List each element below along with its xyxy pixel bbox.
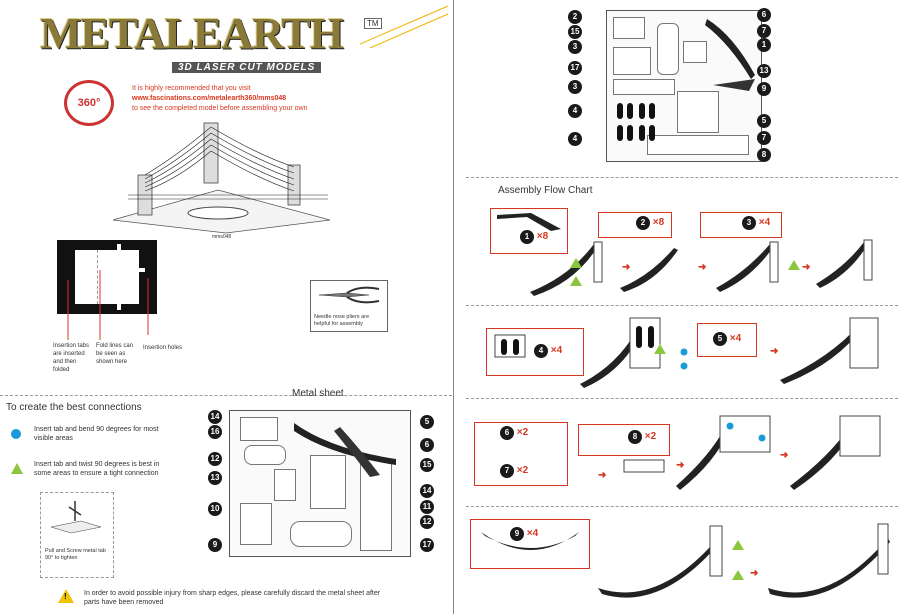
metal-sheet-heading: Metal sheet <box>292 388 344 399</box>
step2-arrow: ➜ <box>770 346 779 357</box>
trademark-mark: TM <box>364 18 382 29</box>
intro-line-3: to see the completed model before assembling your own <box>132 105 308 112</box>
tab-twist-illustration <box>41 493 113 543</box>
pliers-note-text: Needle nose pliers are helpful for assembly <box>314 314 370 327</box>
part-number: 14 <box>208 410 222 424</box>
step4-arrow: ➜ <box>750 568 759 579</box>
part-number: 11 <box>420 500 434 514</box>
warning-icon: ! <box>58 589 74 608</box>
step3-arrow: ➜ <box>780 450 789 461</box>
cable-parts-drawing <box>703 15 759 95</box>
part-number: 1 <box>757 38 771 52</box>
part-number: 14 <box>420 484 434 498</box>
part-outline <box>613 79 675 95</box>
step4-assembly-drawing <box>598 518 894 612</box>
part-number: 5 <box>757 114 771 128</box>
step4-qty-1: 9 ×4 <box>510 527 538 541</box>
step3-arrow: ➜ <box>598 470 607 481</box>
step1-arrow: ➜ <box>698 262 707 273</box>
step1-qty-2: 2 ×8 <box>636 216 664 230</box>
part-outline <box>244 445 286 465</box>
screw-note-text: Pull and Screw metal tab 90° to tighten <box>45 548 106 561</box>
part-number: 2 <box>568 10 582 24</box>
screw-tab-box <box>40 492 114 578</box>
part-number: 7 <box>757 24 771 38</box>
intro-line-1: It is highly recommended that you visit <box>132 85 251 92</box>
insertion-tabs-label: Insertion tabs are inserted and then folded <box>53 343 90 373</box>
part-number: 7 <box>757 131 771 145</box>
step1-qty-1: 1 ×8 <box>520 230 548 244</box>
part-number: 12 <box>420 515 434 529</box>
part-number: 15 <box>420 458 434 472</box>
part-outline <box>613 17 645 39</box>
intro-url-link[interactable]: www.fascinations.com/metalearth360/mms048 <box>132 95 287 102</box>
step1-arrow: ➜ <box>622 262 631 273</box>
step1-qty-3: 3 ×4 <box>742 216 770 230</box>
part-number: 9 <box>208 538 222 552</box>
part-outline <box>677 91 719 133</box>
part-number: 4 <box>568 104 582 118</box>
diagram-leader-lines <box>60 270 160 340</box>
completed-model-illustration <box>108 115 333 235</box>
part-number: 12 <box>208 452 222 466</box>
section-divider <box>466 177 898 178</box>
tower-parts-drawing <box>613 99 673 149</box>
tab-notch <box>117 244 121 252</box>
blue-tip-text: Insert tab and bend 90 degrees for most visible areas <box>34 426 159 442</box>
part-number: 3 <box>568 80 582 94</box>
intro-text <box>132 84 308 114</box>
part-outline <box>240 503 272 545</box>
metal-sheet-right <box>606 10 762 162</box>
step2-qty-1: 4 ×4 <box>534 344 562 358</box>
step1-arrow: ➜ <box>802 262 811 273</box>
step1-assembly-drawing <box>530 236 890 298</box>
connections-heading: To create the best connections <box>6 402 142 413</box>
pliers-note-box <box>310 280 388 332</box>
step3-qty-3: 8 ×2 <box>628 430 656 444</box>
pliers-icon <box>311 281 387 309</box>
part-number: 4 <box>568 132 582 146</box>
part-number: 17 <box>420 538 434 552</box>
logo-swoosh-decoration <box>360 4 450 50</box>
part-number: 13 <box>757 64 771 78</box>
part-number: 6 <box>420 438 434 452</box>
model-code: mms048 <box>212 234 232 240</box>
360-view-badge: 360° <box>64 80 114 126</box>
step3-arrow: ➜ <box>676 460 685 471</box>
section-divider <box>466 305 898 306</box>
flow-chart-heading: Assembly Flow Chart <box>498 185 593 196</box>
part-number: 5 <box>420 415 434 429</box>
step2-qty-2: 5 ×4 <box>713 332 741 346</box>
step3-qty-2: 7 ×2 <box>500 464 528 478</box>
logo-title: METALEARTH <box>40 9 344 58</box>
part-number: 16 <box>208 425 222 439</box>
part-number: 17 <box>568 61 582 75</box>
part-number: 6 <box>757 8 771 22</box>
part-number: 3 <box>568 40 582 54</box>
part-number: 10 <box>208 502 222 516</box>
section-divider <box>0 395 452 396</box>
part-outline <box>613 47 651 75</box>
part-number: 9 <box>757 82 771 96</box>
section-divider <box>466 506 898 507</box>
insertion-holes-label: Insertion holes <box>143 345 183 351</box>
fold-lines-label: Fold lines can be seen as shown here <box>96 343 134 365</box>
step3-qty-1: 6 ×2 <box>500 426 528 440</box>
step2-assembly-drawing <box>580 314 890 390</box>
page-divider <box>453 0 454 614</box>
metal-earth-logo <box>40 8 380 70</box>
cable-part-drawing <box>290 419 400 479</box>
green-triangle-icon <box>11 461 23 479</box>
green-tip-text: Insert tab and twist 90 degrees is best in some areas to ensure a tight connection <box>34 461 160 477</box>
part-number: 8 <box>757 148 771 162</box>
blue-dot-icon <box>11 426 21 444</box>
part-outline <box>290 521 352 547</box>
part-outline <box>240 417 278 441</box>
step3-assembly-drawing <box>600 406 890 496</box>
logo-subtitle: 3D LASER CUT MODELS <box>172 62 321 73</box>
section-divider <box>466 398 898 399</box>
part-number: 15 <box>568 25 582 39</box>
metal-sheet-left <box>229 410 411 557</box>
part-outline <box>657 23 679 75</box>
warning-text: In order to avoid possible injury from sharp edges, please carefully discard the metal sheet after parts have been removed <box>84 590 381 606</box>
part-number: 13 <box>208 471 222 485</box>
